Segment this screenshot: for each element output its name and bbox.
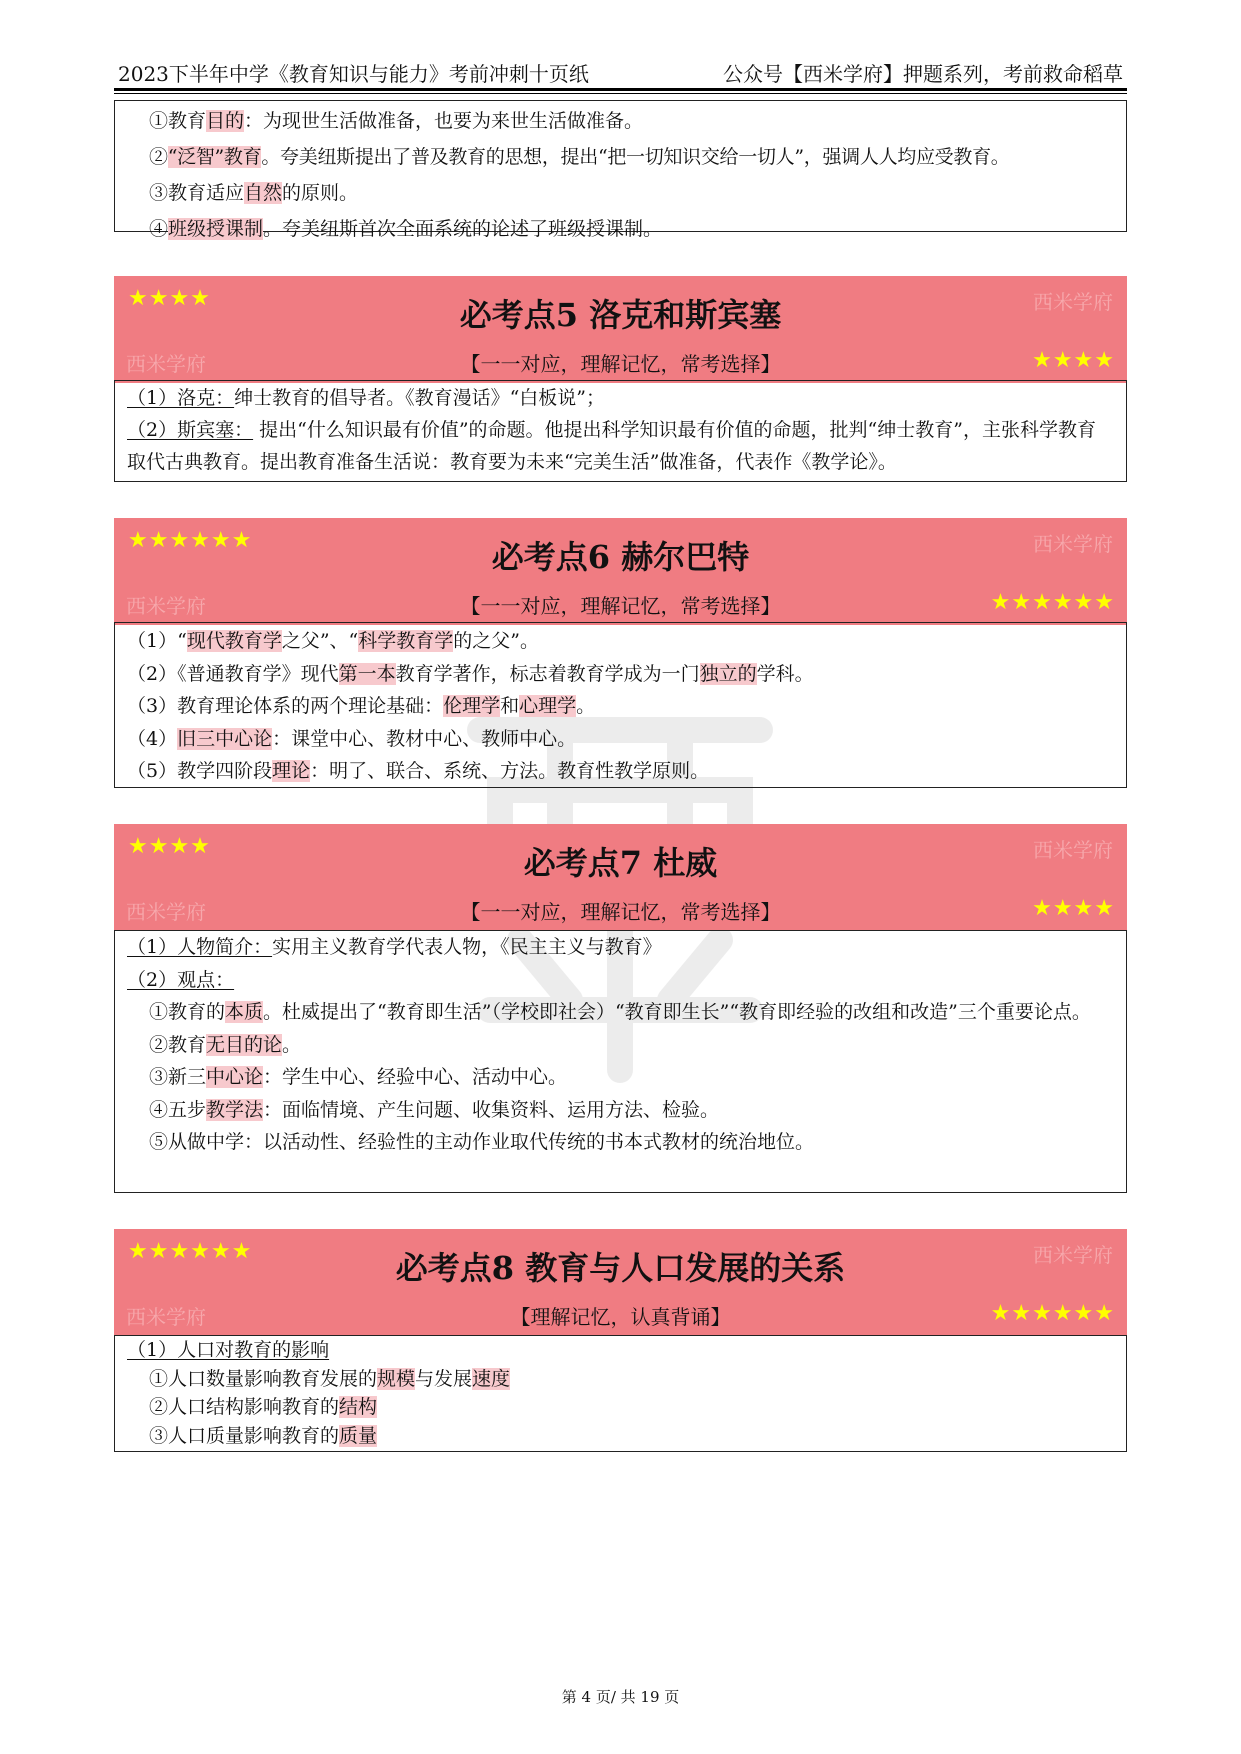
brand-mark: 西米学府 xyxy=(126,352,206,376)
list-item: ③新三中心论：学生中心、经验中心、活动中心。 xyxy=(149,1066,568,1088)
header-rule xyxy=(114,88,1127,91)
section-banner-8 xyxy=(114,1229,1127,1336)
section-banner-5 xyxy=(114,276,1127,383)
list-item: ②教育无目的论。 xyxy=(149,1033,302,1056)
list-item: （1）洛克：绅士教育的倡导者。《教育漫话》“白板说”； xyxy=(127,387,606,409)
brand-mark: 西米学府 xyxy=(1033,290,1113,314)
list-item: （5）教学四阶段理论：明了、联合、系统、方法。教育性教学原则。 xyxy=(127,760,710,782)
content-box-dewey xyxy=(114,930,1127,1193)
section-banner-7 xyxy=(114,824,1127,931)
section-banner-6 xyxy=(114,518,1127,625)
section-subtitle: 【一一对应，理解记忆，常考选择】 xyxy=(460,594,781,618)
content-box-comenius xyxy=(114,100,1127,240)
brand-mark: 西米学府 xyxy=(126,594,206,618)
section-subtitle: 【一一对应，理解记忆，常考选择】 xyxy=(460,900,781,924)
list-item: （2）《普通教育学》现代第一本教育学著作，标志着教育学成为一门独立的学科。 xyxy=(127,662,814,685)
section-subtitle: 【理解记忆，认真背诵】 xyxy=(510,1305,731,1329)
content-box-locke-spencer xyxy=(114,380,1127,482)
section-title: 必考点7 杜威 xyxy=(523,844,718,882)
content-box-population xyxy=(114,1335,1127,1452)
list-item: ③人口质量影响教育的质量 xyxy=(149,1424,378,1447)
brand-mark: 西米学府 xyxy=(126,1305,206,1329)
list-item: ①教育的本质。杜威提出了“教育即生活”（学校即社会）“教育即生长”“教育即经验的改组和改造”三个重要论点。 xyxy=(149,1001,1091,1023)
header-slogan: 公众号【西米学府】押题系列，考前救命稻草 xyxy=(723,62,1123,86)
brand-mark: 西米学府 xyxy=(126,900,206,924)
list-item: （2）观点： xyxy=(127,968,235,991)
stars-rating: ★★★★ xyxy=(1032,896,1115,921)
list-item: （1）人物简介：实用主义教育学代表人物，《民主主义与教育》 xyxy=(127,936,662,958)
content-box-herbart xyxy=(114,622,1127,788)
list-item: ③教育适应自然的原则。 xyxy=(149,182,359,204)
brand-mark: 西米学府 xyxy=(1033,838,1113,862)
section-title: 必考点8 教育与人口发展的关系 xyxy=(395,1249,846,1287)
list-item: ④班级授课制。夸美纽斯首次全面系统的论述了班级授课制。 xyxy=(149,218,663,240)
header-title: 2023下半年中学《教育知识与能力》考前冲刺十页纸 xyxy=(118,62,589,86)
stars-rating: ★★★★★★ xyxy=(128,528,253,553)
stars-rating: ★★★★★★ xyxy=(990,590,1115,615)
list-item: （3）教育理论体系的两个理论基础：伦理学和心理学。 xyxy=(127,695,596,717)
stars-rating: ★★★★★★ xyxy=(128,1239,253,1264)
list-item: ④五步教学法：面临情境、产生问题、收集资料、运用方法、检验。 xyxy=(149,1098,720,1121)
list-item: ②人口结构影响教育的结构 xyxy=(149,1396,378,1418)
list-item: （1）“现代教育学之父”、“科学教育学的之父”。 xyxy=(127,630,539,652)
list-item: ①教育目的：为现世生活做准备，也要为来世生活做准备。 xyxy=(149,110,644,132)
stars-rating: ★★★★ xyxy=(128,286,211,311)
page-header xyxy=(114,56,1127,86)
stars-rating: ★★★★ xyxy=(1032,348,1115,373)
section-title: 必考点6 赫尔巴特 xyxy=(491,538,750,576)
list-item: （4）旧三中心论：课堂中心、教材中心、教师中心。 xyxy=(127,727,577,750)
list-item: （2）斯宾塞： 提出“什么知识最有价值”的命题。他提出科学知识最有价值的命题，批判“绅士教育”，主张科学教育取代古典教育。提出教育准备生活说：教育要为未来“完美生活”做准备，代表作《教学论》。 xyxy=(127,419,1096,473)
list-item: ②“泛智”教育。夸美纽斯提出了普及教育的思想，提出“把一切知识交给一切人”，强调人人均应受教育。 xyxy=(149,146,1010,168)
section-subtitle: 【一一对应，理解记忆，常考选择】 xyxy=(460,352,781,376)
list-item: ⑤从做中学：以活动性、经验性的主动作业取代传统的书本式教材的统治地位。 xyxy=(149,1131,815,1153)
header-rule-thin xyxy=(114,93,1127,94)
stars-rating: ★★★★★★ xyxy=(990,1301,1115,1326)
brand-mark: 西米学府 xyxy=(1033,1243,1113,1267)
section-title: 必考点5 洛克和斯宾塞 xyxy=(459,296,782,334)
stars-rating: ★★★★ xyxy=(128,834,211,859)
brand-mark: 西米学府 xyxy=(1033,532,1113,556)
list-item: （1）人口对教育的影响 xyxy=(127,1339,330,1361)
page-number: 第 4 页/ 共 19 页 xyxy=(561,1688,680,1706)
list-item: ①人口数量影响教育发展的规模与发展速度 xyxy=(149,1367,511,1390)
